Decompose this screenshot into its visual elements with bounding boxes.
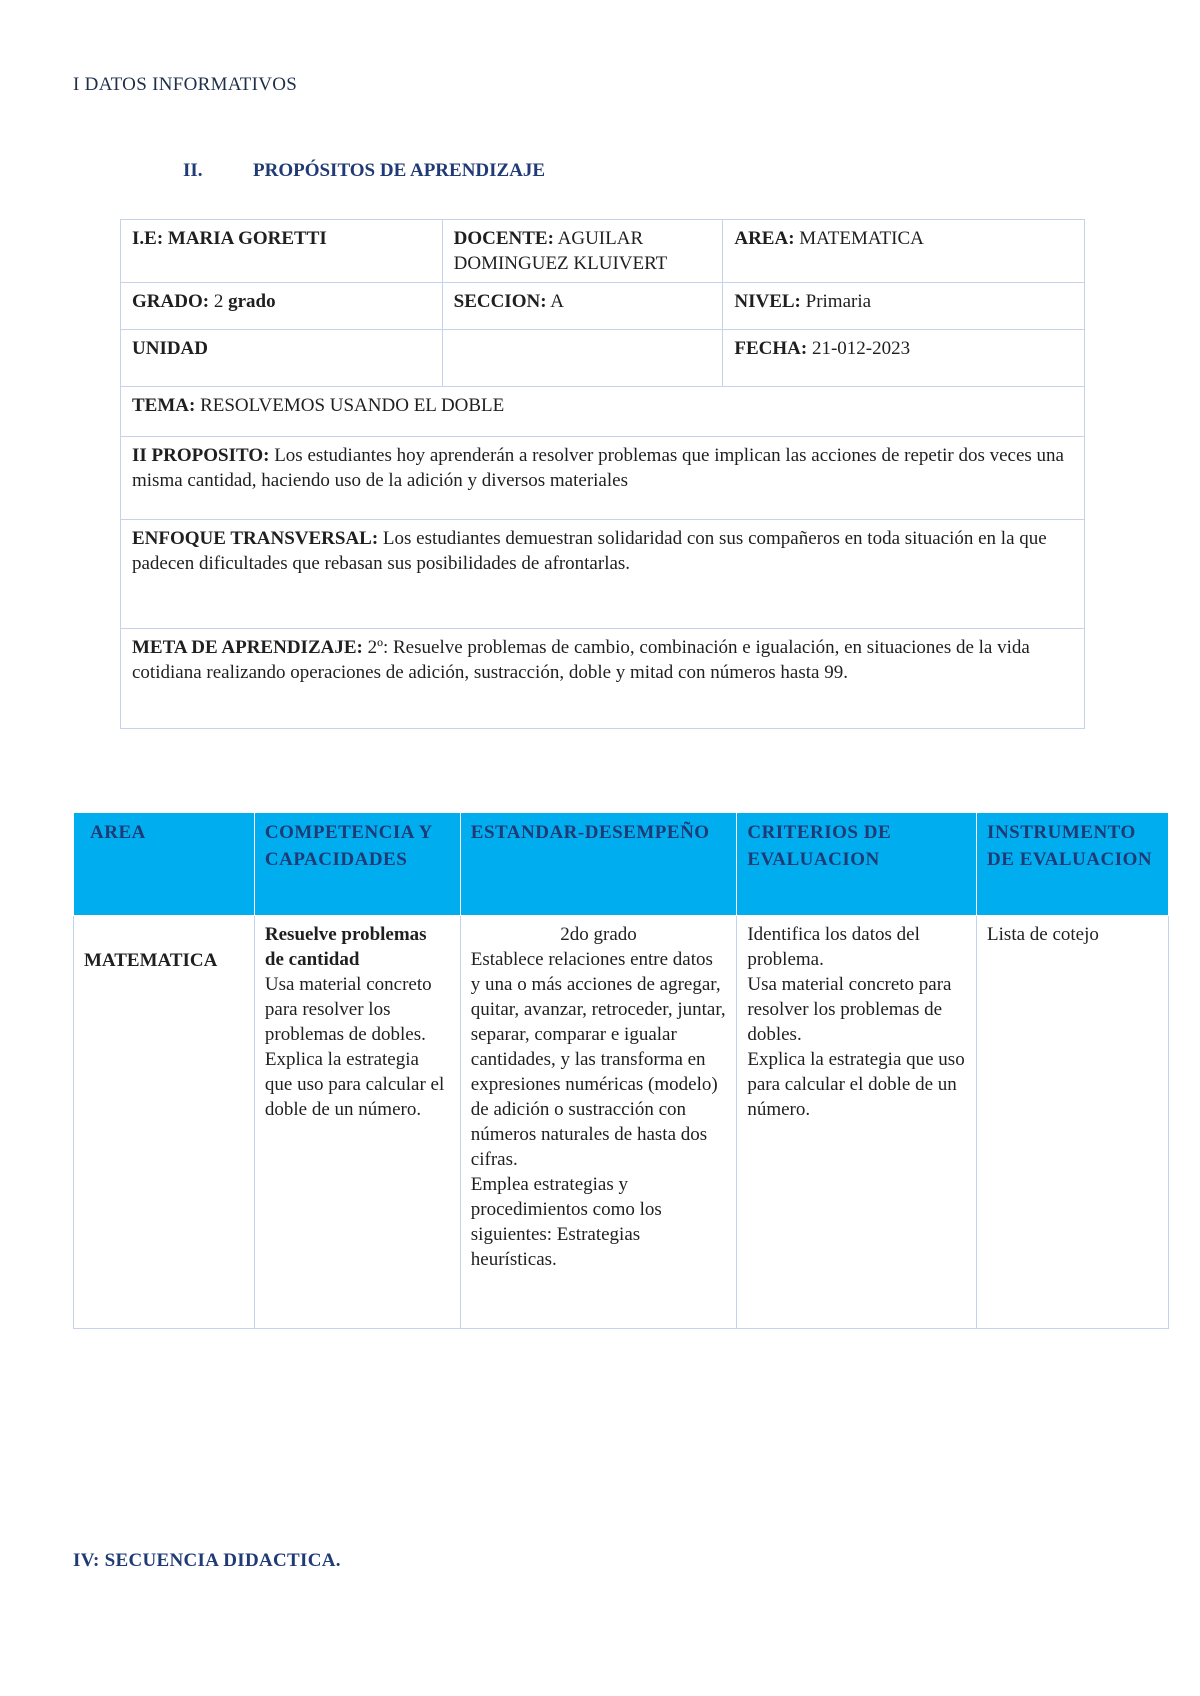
enfoque-label: ENFOQUE TRANSVERSAL: — [132, 528, 379, 549]
section-title-secuencia: IV: SECUENCIA DIDACTICA. — [73, 1550, 341, 1571]
header-competencia: COMPETENCIA Y CAPACIDADES — [254, 813, 460, 916]
fecha-value: 21-012-2023 — [807, 338, 911, 359]
area-cell — [723, 220, 1085, 283]
nivel-cell — [723, 283, 1085, 330]
competencia-body-2: Explica la estrategia que uso para calcular el doble de un número. — [264, 1049, 445, 1120]
area-value: MATEMATICA — [794, 228, 924, 249]
meta-cell — [121, 629, 1085, 729]
estandar-cell — [460, 916, 737, 1329]
header-criterios: CRITERIOS DE EVALUACION — [737, 813, 977, 916]
estandar-body-2: Emplea estrategias y procedimientos como los siguientes: Estrategias heurísticas. — [470, 1174, 662, 1270]
tema-value: RESOLVEMOS USANDO EL DOBLE — [195, 395, 505, 416]
seccion-label: SECCION: — [453, 291, 547, 312]
docente-cell — [442, 220, 723, 283]
proposito-cell — [121, 437, 1085, 520]
section-title-datos-informativos: I DATOS INFORMATIVOS — [73, 74, 298, 95]
evaluation-table — [73, 812, 1169, 1329]
grado-label: GRADO: — [132, 291, 210, 312]
proposito-label: II PROPOSITO: — [132, 445, 270, 466]
nivel-value: Primaria — [800, 291, 872, 312]
competencia-body: Usa material concreto para resolver los problemas de dobles. — [264, 974, 432, 1045]
section-number: II. — [183, 160, 203, 181]
fecha-label: FECHA: — [734, 338, 808, 359]
meta-label: META DE APRENDIZAJE: — [132, 637, 363, 658]
ie-label: I.E: MARIA GORETTI — [132, 228, 327, 249]
estandar-body: Establece relaciones entre datos y una o más acciones de agregar, quitar, avanzar, retroceder, juntar, separar, comparar e igualar cantidades, y las transforma en expresiones numéricas (modelo) de adición o sustracción con números naturales de hasta dos cifras. — [470, 949, 726, 1170]
ie-cell — [121, 220, 443, 283]
header-area: AREA — [74, 813, 255, 916]
section-title-text: PROPÓSITOS DE APRENDIZAJE — [253, 160, 546, 181]
unidad-cell — [121, 330, 443, 387]
grado-cell — [121, 283, 443, 330]
seccion-cell — [442, 283, 723, 330]
area-value-cell: MATEMATICA — [74, 916, 255, 1329]
grado-value: 2 — [209, 291, 229, 312]
seccion-value: A — [546, 291, 564, 312]
area-label: AREA: — [734, 228, 795, 249]
docente-value: AGUILAR DOMINGUEZ KLUIVERT — [453, 228, 668, 274]
criterios-cell — [737, 916, 977, 1329]
unidad-label: UNIDAD — [132, 338, 208, 359]
criterio-1: Identifica los datos del problema. — [747, 924, 920, 970]
criterio-2: Usa material concreto para resolver los problemas de dobles. — [747, 974, 952, 1045]
grado-suffix: grado — [228, 291, 276, 312]
fecha-cell — [723, 330, 1085, 387]
header-estandar: ESTANDAR-DESEMPEÑO — [460, 813, 737, 916]
nivel-label: NIVEL: — [734, 291, 801, 312]
header-instrumento: INSTRUMENTO DE EVALUACION — [977, 813, 1169, 916]
competencia-cell — [254, 916, 460, 1329]
enfoque-cell — [121, 520, 1085, 629]
section-title-propositos — [183, 160, 545, 182]
docente-label: DOCENTE: — [453, 228, 554, 249]
criterio-3: Explica la estrategia que uso para calcular el doble de un número. — [747, 1049, 965, 1120]
enfoque-value: Los estudiantes demuestran solidaridad con sus compañeros en toda situación en la que padecen dificultades que rebasan sus posibilidades de afrontarlas. — [132, 528, 1047, 574]
info-table — [120, 219, 1085, 729]
instrumento-cell: Lista de cotejo — [977, 916, 1169, 1329]
tema-cell — [121, 387, 1085, 437]
proposito-value: Los estudiantes hoy aprenderán a resolver problemas que implican las acciones de repetir dos veces una misma cantidad, haciendo uso de la adición y diversos materiales — [132, 445, 1064, 491]
meta-value: 2º: Resuelve problemas de cambio, combinación e igualación, en situaciones de la vida cotidiana realizando operaciones de adición, sustracción, doble y mitad con números hasta 99. — [132, 637, 1030, 683]
estandar-grade: 2do grado — [560, 924, 637, 945]
unidad-value — [442, 330, 723, 387]
tema-label: TEMA: — [132, 395, 196, 416]
competencia-title: Resuelve problemas de cantidad — [264, 924, 427, 970]
